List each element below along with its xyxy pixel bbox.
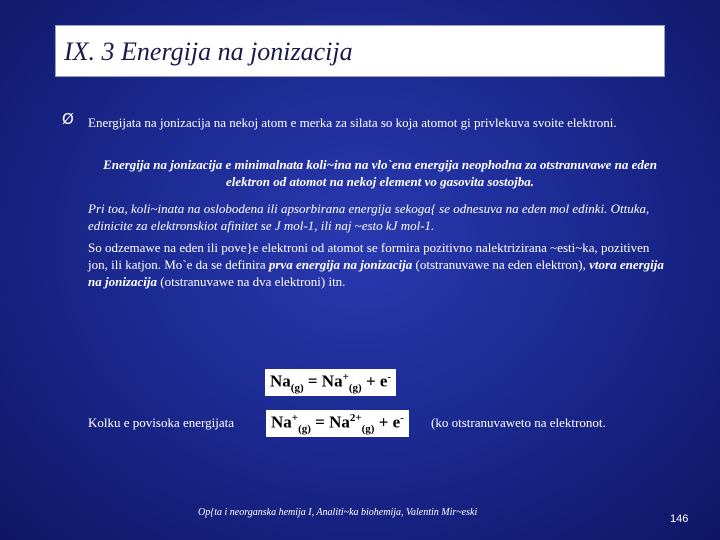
paragraph-cation <box>88 239 668 290</box>
p4-second-ionization: vtora energija na jonizacija <box>88 257 664 289</box>
eq1-lhs-sub: (g) <box>290 382 304 395</box>
eq1-eq: = Na <box>303 371 343 391</box>
eq1-plus: + e <box>361 371 388 391</box>
page-number: 146 <box>670 513 689 525</box>
equation-first-ionization <box>265 369 396 396</box>
eq1-sub1: (g) <box>348 382 362 395</box>
question-right-text: (ko otstranuvaweto na elektronot. <box>431 415 606 430</box>
eq1-sup1: + <box>342 371 349 383</box>
p4-first-ionization: prva energija na jonizacija <box>268 257 413 272</box>
paragraph-intro: Energijata na jonizacija na nekoj atom e merka za silata so koja atomot gi privlekuva svoite elektroni. <box>88 115 617 130</box>
bullet-arrow-icon: Ø <box>62 110 74 128</box>
equation-second-ionization <box>266 410 409 437</box>
eq2-lhs-sup: + <box>291 412 299 424</box>
slide-title: IX. 3 Energija na jonizacija <box>64 37 353 66</box>
paragraph-units: Pri toa, koli~inata na oslobodena ili apsorbirana energija sekoga{ se odnesuva na eden mol edinki. Ottuka, edinicite za elektronskiot afinitet se J mol-1, ili naj ~esto kJ mol-1. <box>88 201 650 233</box>
eq1-sup2: - <box>387 371 392 383</box>
eq2-sup2: - <box>400 412 404 424</box>
eq2-plus: + e <box>374 412 401 432</box>
title-box <box>55 25 665 77</box>
question-left-text: Kolku e povisoka energijata <box>88 415 234 430</box>
eq2-lhs-sub: (g) <box>298 423 311 436</box>
eq2-sup1: 2+ <box>349 412 362 424</box>
p4-text-e: (otstranuvawe na dva elektroni) itn. <box>157 274 346 289</box>
p4-text-a: So odzemawe na eden ili pove}e elektroni od atomot se formira pozitivno nalektrizirana ~esti~ka, pozitiven jon, ili katjon. Mo`e da se definira <box>88 240 650 272</box>
p4-text-c: (otstranuvawe na eden elektron), <box>412 257 590 272</box>
eq2-eq: = Na <box>310 412 350 432</box>
eq2-lhs: Na <box>271 412 292 432</box>
eq1-lhs: Na <box>270 371 291 391</box>
footer-citation: Op{ta i neorganska hemija I, Analiti~ka biohemija, Valentin Mir~eski <box>198 507 478 518</box>
eq2-sub1: (g) <box>361 423 375 436</box>
paragraph-definition: Energija na jonizacija e minimalnata koli~ina na vlo`ena energija neophodna za otstranuvawe na eden elektron od atomot na nekoj element vo gasovita sostojba. <box>103 157 657 189</box>
